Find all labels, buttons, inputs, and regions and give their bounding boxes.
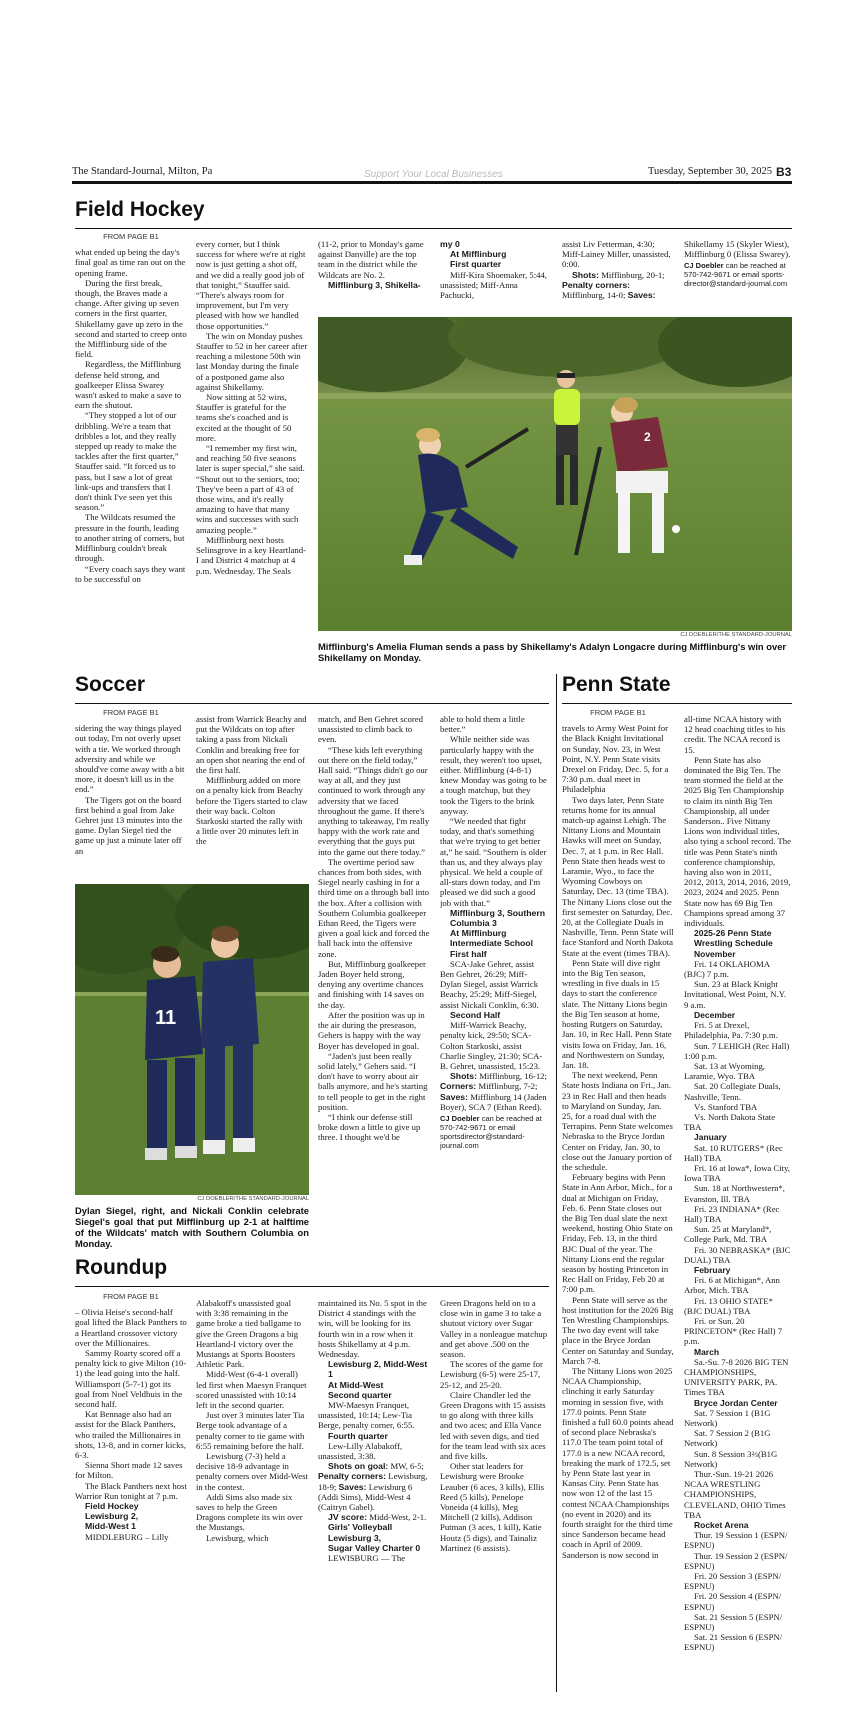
field-hockey-col-1 — [75, 232, 187, 668]
schedule-month: November — [694, 948, 736, 959]
field-hockey-col-5 — [562, 239, 674, 321]
paragraph: After the position was up in the air during the preseason, Gehers is happy with the way Boyer has developed in goal. — [318, 1009, 425, 1051]
paragraph: “These kids left everything out there on the field today,” Hall said. “Things didn't go our way at all, and they just continued to work through any adversity that we faced throughout the game. If there's anything to takeaway, I'm really happy with the work rate and everything that the guys put into the game out there today.” — [318, 744, 430, 857]
game-result: Girls' Volleyball Lewisburg 3, Sugar Valley Charter 0 — [328, 1522, 421, 1553]
from-page-label: FROM PAGE B1 — [103, 1292, 159, 1301]
schedule-item: Thur. 19 Session 1 (ESPN/ ESPNU) — [684, 1530, 788, 1551]
shots-label: Shots: — [450, 1071, 478, 1082]
scoring-summary: Miff-Warrick Beachy, penalty kick, 29:50; SCA-Colton Starkoski, assist Charlie Singley, 21:30; SCA-B. Gehret, unassisted, 15:23. — [440, 1020, 543, 1071]
field-hockey-photo-illustration — [318, 317, 792, 631]
schedule-month: January — [694, 1132, 727, 1143]
corners-value: Mifflinburg, 7-2; — [478, 1081, 538, 1092]
soccer-col-3 — [318, 714, 430, 1242]
paragraph: Mifflinburg next hosts Selinsgrove in a key Heartland-I and District 4 matchup at 4 p.m. Wednesday. The Seals — [196, 534, 307, 576]
schedule-item: Fri. 5 at Drexel, Philadelphia, Pa. 7:30 p.m. — [684, 1020, 778, 1041]
paragraph: While neither side was particularly happy with the result, they weren't too upset, either. Mifflinburg (4-8-1) knew Monday was going to be a tough matchup, but they took the Tigers to the brink anyway. — [440, 734, 547, 816]
paragraph: – Olivia Heise's second-half goal lifted the Black Panthers to a Heartland crossover victory over the Millionaires. — [75, 1307, 187, 1348]
corners-label: Corners: — [440, 1081, 477, 1092]
field-hockey-photo — [318, 317, 792, 631]
paragraph: During the first break, though, the Braves made a change. After giving up seven corners in the first quarter, Shikellamy gave up zero in the second and started to creep onto the Mifflinburg side of the field. — [75, 277, 187, 360]
paragraph: what ended up being the day's final goal as time ran out on the opening frame. — [75, 247, 186, 278]
jv-line — [318, 1512, 430, 1522]
svg-text:2: 2 — [644, 430, 651, 444]
scoring-summary: SCA-Jake Gehret, assist Ben Gehret, 26:29; Miff-Dylan Siegel, assist Warrick Beachy, 25:29; Miff-Siegel, assist Nickali Conklin, 6:30. — [440, 958, 539, 1010]
paragraph: maintained its No. 5 spot in the District 4 standings with the win, will be looking for its fourth win in a row when it hosts Shikellamy at 4 p.m. Wednesday. — [318, 1298, 427, 1360]
field-hockey-col-3 — [318, 239, 430, 321]
corners-label: Penalty corners: — [318, 1471, 387, 1482]
paragraph: The Nittany Lions won 2025 NCAA Championship, clinching it early Saturday morning in session five, with 177.0 points. Penn State finished a full 60.0 points ahead of second place Nebraska's 117.0 The team point total of 177.0 is a new NCAA record, breaking the mark of 172.5, set by Penn State last year in Kansas City. Penn State has now won 12 of the last 15 contest NCAA Championships (no event in 2020) and its fourth straight for the third time since Sanderson became head coach in April of 2009. Sanderson is now second in — [562, 1366, 674, 1560]
author-note — [440, 1114, 548, 1150]
paragraph: Now sitting at 52 wins, Stauffer is grateful for the teams she's coached and is excited at the thought of 50 more. — [196, 392, 292, 443]
author-contact: can be reached at 570-742-9671 or email sportsdirector@standard-journal.com — [440, 1113, 542, 1150]
schedule-item: Thur.-Sun. 19-21 2026 NCAA WRESTLING CHAMPIONSHIPS, CLEVELAND, OHIO Times TBA — [684, 1469, 786, 1520]
author-name: CJ Doebler — [684, 261, 724, 271]
photo-caption: Mifflinburg's Amelia Fluman sends a pass by Shikellamy's Adalyn Longacre during Mifflinburg's win over Shikellamy on Monday. — [318, 641, 787, 663]
photo-caption: Dylan Siegel, right, and Nickali Conklin celebrate Siegel's goal that put Mifflinburg up 2-1 at halftime of the Wildcats' match with Southern Columbia on Monday. — [75, 1205, 309, 1249]
period-label: First quarter — [450, 259, 502, 270]
game-result: Lewisburg 2, Midd-West 1 — [328, 1359, 428, 1380]
photo-credit: CJ DOEBLER/THE STANDARD-JOURNAL — [197, 1196, 309, 1202]
paragraph: Penn State will dive right into the Big Ten season, wrestling in five duals in 15 days to start the conference slate. The Nittany Lions begin the Big Ten season at home, hosting Rutgers on Saturday, Jan. 10, in Rec Hall. Penn State visits Iowa on Friday, Jan. 16, and Northwestern on Sunday, Jan. 18. — [562, 957, 672, 1070]
field-hockey-col-2 — [196, 239, 308, 668]
period-label: First half — [450, 948, 487, 959]
game-result: Field Hockey Lewisburg 2, Midd-West 1 — [85, 1501, 139, 1532]
svg-text:11: 11 — [155, 1007, 177, 1029]
venue: At Mifflinburg — [450, 249, 507, 260]
period-label: Second Half — [450, 1009, 501, 1020]
schedule-item: Fri. 23 INDIANA* (Rec Hall) TBA — [684, 1203, 780, 1224]
saves-detail: Shikellamy 15 (Skyler Wiest), Mifflinburg 0 (Elissa Swarey). — [684, 239, 791, 260]
roundup-col-4 — [440, 1298, 548, 1692]
soccer-col-4 — [440, 714, 548, 1242]
field-hockey-heading: Field Hockey — [75, 198, 205, 221]
corners-value: Mifflinburg, 14-0; — [562, 290, 626, 301]
penn-state-heading: Penn State — [562, 673, 671, 696]
paragraph: Midd-West (6-4-1 overall) led first when Maesyn Franquet scored unassisted with 10:14 left in the second quarter. — [196, 1369, 307, 1411]
paragraph: Claire Chandler led the Green Dragons with 15 assists to go along with three kills and two aces; and Ella Vance led with seven digs, and tied for the team lead with six aces and five kills. — [440, 1389, 546, 1462]
schedule-item: Vs. Stanford TBA — [694, 1101, 758, 1112]
newspaper-name: The Standard-Journal, Milton, Pa — [72, 166, 213, 177]
venue: At Midd-West — [328, 1379, 384, 1390]
schedule-item: Sat. 21 Session 5 (ESPN/ ESPNU) — [684, 1611, 783, 1633]
jv-label: JV score: — [328, 1512, 368, 1523]
schedule-item: Sat. 10 RUTGERS* (Rec Hall) TBA — [684, 1142, 783, 1163]
paragraph: The next weekend, Penn State hosts Indiana on Fri., Jan. 23 in Rec Hall and then heads to Maryland on Sunday, Jan. 25, for a road dual with the Terrapins. Penn State welcomes Nebraska to the Bryce Jordan Center on Friday, Jan. 30, to close out the January portion of the schedule. — [562, 1070, 673, 1172]
schedule-item: Sun. 8 Session 3⅔(B1G Network) — [684, 1448, 778, 1469]
paragraph: Regardless, the Mifflinburg defense held strong, and goalkeeper Elissa Swarey wasn't asked to make a save to earn the shutout. — [75, 359, 182, 411]
paragraph: Penn State will serve as the host institution for the 2026 Big Ten Wrestling Championships. The two day event will take place in the Bryce Jordan Center on Saturday and Sunday, March 7-8. — [562, 1294, 674, 1366]
page-number: B3 — [776, 165, 792, 179]
period-label: Second quarter — [328, 1389, 392, 1400]
paragraph: Other stat leaders for Lewisburg were Brooke Leauber (6 aces, 3 kills), Ellis Reed (5 kills), Penelope Voneida (4 kills), Meg Mitchell (2 kills), Addison Putman (3 aces, 1 kill), Katie Houtz (5 digs), and Tainaliz Martinez (6 assists). — [440, 1461, 544, 1553]
paragraph: Addi Sims also made six saves to help the Green Dragons complete its win over the Mustangs. — [196, 1491, 303, 1533]
paragraph: The Black Panthers next host Warrior Run tonight at 7 p.m. — [75, 1480, 187, 1501]
paragraph: “We needed that fight today, and that's something that we're trying to get better at,” he said. “Southern is older than us, and they always play physical. We held a couple of all-stars down today, and I'm pleased we did such a good job with that.” — [440, 816, 547, 908]
stats-line — [440, 1071, 548, 1112]
schedule-item: Fri. 13 OHIO STATE* (BJC DUAL) TBA — [684, 1295, 773, 1316]
from-page-label: FROM PAGE B1 — [103, 232, 159, 241]
schedule-item: Sat. 7 Session 1 (B1G Network) — [684, 1407, 771, 1429]
roundup-col-3 — [318, 1298, 430, 1692]
scoring-summary: Lew-Lilly Alabakoff, unassisted, 3:38. — [318, 1440, 403, 1462]
schedule-month: December — [694, 1009, 736, 1020]
roundup-col-2 — [196, 1298, 308, 1692]
author-note — [684, 261, 792, 288]
schedule-item: Sun. 18 at Northwestern*, Evanston, Ill. TBA — [684, 1183, 785, 1204]
scoring-summary: Miff-Kira Shoemaker, 5:44, unassisted; Miff-Anna Pachucki, — [440, 269, 547, 301]
paragraph: Two days later, Penn State returns home for its annual match-up against Lehigh. The Nittany Lions and Mountain Hawks will meet on Sunday, Dec. 7, at 1 p.m. in Rec Hall. Penn State then heads west to Laramie, Wyo., to face the Wyoming Cowboys on Saturday, Dec. 13 (time TBA). The Nittany Lions close out the first semester on Saturday, Dec. 20, at the Collegiate Duals in Nashville, Tenn. Penn State will face Stanford and North Dakota State at the event (times TBA). — [562, 794, 674, 958]
schedule-item: Sun. 23 at Black Knight Invitational, West Point, N.Y. 9 a.m. — [684, 979, 787, 1010]
shots-value: MW, 6-5; — [390, 1461, 424, 1472]
schedule-item: Fri. 6 at Michigan*, Ann Arbor, Mich. TBA — [684, 1275, 780, 1296]
paragraph: MIDDLEBURG – Lilly — [85, 1531, 169, 1542]
stats-line — [318, 1461, 430, 1512]
saves-label: Saves: — [338, 1481, 367, 1492]
paragraph: February begins with Penn State in Ann Arbor, Mich., for a dual at Michigan on Friday, Feb. 6. Penn State closes out the Big Ten dual slate the next weekend, hosting Ohio State on Friday, Feb. 13, in the third BJC Dual of the year. The Nittany Lions end the regular season by hosting Princeton in Rec Hall on Friday, Feb 20 at 7:00 p.m. — [562, 1172, 673, 1295]
paragraph: Kat Bennage also had an assist for the Black Panthers, who trailed the Millionaires in shots, 13-8, and in corner kicks, 6-3. — [75, 1409, 186, 1461]
paragraph: “I think our defense still broke down a little to give up three. I thought we'd be — [318, 1111, 421, 1143]
soccer-photo — [75, 884, 309, 1195]
schedule-list — [684, 949, 792, 1653]
paragraph: “Jaden's just been really solid lately,” Gehers said. “I don't have to worry about air balls anymore, and he's starting to tell people to get in the right position. — [318, 1050, 428, 1112]
schedule-item: Sun. 7 LEHIGH (Rec Hall) 1:00 p.m. — [684, 1040, 790, 1061]
saves-value: Lewisburg 6 (Addi Sims), Midd-West 4 (Caitryn Gabel). — [318, 1481, 413, 1513]
paragraph: But, Mifflinburg goalkeeper Jaden Boyer held strong, denying any overtime chances and finishing with 14 saves on the day. — [318, 958, 426, 1010]
shots-label: Shots: — [572, 269, 600, 280]
paragraph: The Tigers got on the board first behind a goal from Jake Gehret just 13 minutes into the game. Dylan Siegel tied the game up just a minute later off an — [75, 794, 183, 856]
paragraph: Sammy Roarty scored off a penalty kick to give Milton (10-1) the lead going into the half. Williamsport (5-7-1) got its goal from Noel Veldhuis in the second half. — [75, 1348, 187, 1410]
from-page-label: FROM PAGE B1 — [590, 708, 646, 717]
paragraph: Lewisburg (7-3) held a decisive 18-9 advantage in penalty corners over Midd-West in the contest. — [196, 1451, 308, 1492]
paragraph: (11-2, prior to Monday's game against Danville) are the top team in the district while the Wildcats are No. 2. — [318, 239, 424, 280]
photo-credit: CJ DOEBLER/THE STANDARD-JOURNAL — [680, 632, 792, 638]
schedule-item: Fri. 20 Session 4 (ESPN/ ESPNU) — [684, 1591, 782, 1612]
field-hockey-rule — [75, 228, 792, 229]
corners-value: Lewisburg, 18-9; — [318, 1471, 428, 1492]
field-hockey-col-6 — [684, 239, 792, 321]
paragraph: travels to Army West Point for the Black Knight Invitational on Sunday, Nov. 23, in West Point, N.Y. Penn State visits Drexel on Friday, Dec. 5, for a 7:30 p.m. dual meet in Philadelphia — [562, 723, 669, 795]
paragraph: LEWISBURG — The — [328, 1553, 406, 1564]
paragraph: Just over 3 minutes later Tia Berge took advantage of a penalty corner to tie game with 6:55 remaining before the half. — [196, 1410, 305, 1451]
schedule-item: Sat. 7 Session 2 (B1G Network) — [684, 1428, 771, 1449]
soccer-heading: Soccer — [75, 673, 146, 696]
schedule-title: 2025-26 Penn State Wrestling Schedule — [694, 928, 773, 949]
paragraph: all-time NCAA history with 12 head coaching titles to his credit. The NCAA record is 15. — [684, 714, 786, 755]
schedule-item: Sat. 21 Session 6 (ESPN/ ESPNU) — [684, 1632, 783, 1653]
schedule-item: Fri. 30 NEBRASKA* (BJC DUAL) TBA — [684, 1244, 791, 1265]
paragraph: every corner, but I think success for where we're at right now is just getting a shot off, and we did a really good job of that tonight,” Stauffer said. “There's always room for improvement, but I'm very pleased with how we handled those opportunities.” — [196, 239, 306, 331]
paragraph: Lewisburg, which — [206, 1532, 269, 1543]
soccer-photo-illustration — [75, 884, 309, 1195]
jv-value: Midd-West, 2-1. — [369, 1512, 427, 1523]
schedule-item: Sa.-Su. 7-8 2026 BIG TEN CHAMPIONSHIPS, UNIVERSITY PARK, PA. Times TBA — [684, 1356, 789, 1398]
schedule-item: Sat. 13 at Wyoming, Laramie, Wyo. TBA — [684, 1060, 765, 1082]
schedule-item: Sat. 20 Collegiate Duals, Nashville, Tenn. — [684, 1081, 781, 1102]
penn-state-rule — [562, 703, 792, 704]
paragraph: “They stopped a lot of our dribbling. We're a team that dribbles a lot, and they really stepped up ready to make the tackles after the first quarter,” Stauffer said. “It forced us to pass, but I saw a lot of great link-ups and transfers that I don't think I've seen yet this season.” — [75, 410, 179, 513]
penn-state-col-1 — [562, 708, 674, 1692]
schedule-item: Fri. 14 OKLAHOMA (BJC) 7 p.m. — [684, 958, 770, 980]
game-result: Mifflinburg 3, Southern Columbia 3 — [450, 907, 546, 929]
paragraph: able to hold them a little better.” — [440, 714, 525, 735]
soccer-rule — [75, 703, 549, 704]
game-result: my 0 — [440, 239, 460, 249]
scoring-summary: MW-Maesyn Franquet, unassisted, 10:14; Lew-Tia Berge, penalty corner, 6:55. — [318, 1400, 415, 1431]
paragraph: “I remember my first win, and reaching 50 five seasons later is super special,” she said. “Shout out to the seniors, too; They've been a part of 43 of those wins, and it's really amazing to have that many wins and successes with such amazing people.” — [196, 443, 305, 535]
paragraph: match, and Ben Gehret scored unassisted to climb back to even. — [318, 714, 423, 745]
field-hockey-col-4 — [440, 239, 552, 321]
venue: At Mifflinburg Intermediate School — [450, 928, 534, 949]
schedule-item: Fri. 16 at Iowa*, Iowa City, Iowa TBA — [684, 1162, 790, 1184]
paragraph: Mifflinburg added on more on a penalty kick from Beachy before the Tigers started to claw their way back. Colton Starkoski started the rally with a little over 20 minutes left in the — [196, 775, 308, 847]
paragraph: assist from Warrick Beachy and put the Wildcats on top after taking a pass from Nickali Conklin and breaking free for an open shot nearing the end of the first half. — [196, 714, 307, 776]
paragraph: Penn State has also dominated the Big Ten. The team stormed the field at the 2025 Big Ten Championship to claim its ninth Big Ten Championship, all under Sanderson.. Five Nittany Lions won individual titles, also tying a school record. The title was Penn State's ninth conference championship, having also won in 2011, 2012, 2013, 2014, 2016, 2019, 2023, 2024 and 2025. Penn State now has 69 Big Ten Champions spread among 37 individuals. — [684, 754, 791, 929]
issue-date: Tuesday, September 30, 2025 — [648, 166, 773, 177]
schedule-month: February — [694, 1264, 731, 1275]
saves-label: Saves: — [440, 1091, 469, 1102]
soccer-col-1 — [75, 708, 187, 880]
paragraph: The win on Monday pushes Stauffer to 52 in her career after reaching a milestone 50th win last Monday during the finale of a postponed game also against Shikellamy. — [196, 330, 308, 392]
corners-label: Penalty corners: — [562, 279, 631, 290]
paragraph: sidering the way things played out today, I'm not overly upset with a tie. We worked through adversity and while we should've come away with a bit more, it doesn't kill us in the end.” — [75, 723, 185, 795]
schedule-item: Fri. or Sun. 20 PRINCETON* (Rec Hall) 7 p.m. — [684, 1315, 783, 1347]
slogan: Support Your Local Businesses — [364, 169, 503, 180]
roundup-col-1 — [75, 1292, 187, 1692]
soccer-col-2 — [196, 714, 308, 880]
schedule-item: Fri. 20 Session 3 (ESPN/ ESPNU) — [684, 1571, 782, 1592]
paragraph: The overtime period saw chances from both sides, with Siegel nearly cashing in for a third time on a through ball into the box. After a collision with Southern Columbia goalkeeper Ethan Reed, the Tigers were given a goal kick and forced the ball back into the offensive zone. — [318, 856, 430, 959]
column-divider — [556, 674, 557, 1692]
shots-label: Shots on goal: — [328, 1461, 389, 1472]
penn-state-col-2 — [684, 714, 792, 1692]
schedule-item: Thur. 19 Session 2 (ESPN/ ESPNU) — [684, 1550, 788, 1571]
paragraph: The scores of the game for Lewisburg (6-5) were 25-17, 25-12, and 25-20. — [440, 1359, 543, 1390]
roundup-rule — [75, 1286, 549, 1287]
schedule-month: Bryce Jordan Center — [694, 1397, 778, 1408]
paragraph: “Every coach says they want to be successful on — [75, 563, 186, 584]
from-page-label: FROM PAGE B1 — [103, 708, 159, 717]
saves-label: Saves: — [627, 290, 656, 301]
saves-value: Mifflinburg 14 (Jaden Boyer), SCA 7 (Ethan Reed). — [440, 1091, 547, 1112]
schedule-item: Vs. North Dakota State TBA — [684, 1111, 776, 1133]
paragraph: Sienna Short made 12 saves for Milton. — [75, 1460, 183, 1481]
scoring-summary: assist Liv Fetterman, 4:30; Miff-Lainey Miller, unassisted, 0:00. — [562, 239, 671, 270]
period-label: Fourth quarter — [328, 1430, 388, 1441]
stats-line — [562, 270, 674, 301]
schedule-month: Rocket Arena — [694, 1520, 749, 1531]
paragraph: The Wildcats resumed the pressure in the fourth, leading to another string of corners, but Mifflinburg couldn't break through. — [75, 512, 185, 564]
paragraph: Green Dragons held on to a close win in game 3 to take a shutout victory over Sugar Valley in a nonleague matchup and get above .500 on the season. — [440, 1298, 548, 1360]
schedule-month: March — [694, 1346, 720, 1357]
shots-value: Mifflinburg, 20-1; — [601, 269, 665, 280]
game-result: Mifflinburg 3, Shikella- — [328, 279, 421, 290]
author-contact: can be reached at 570-742-9671 or email sports-director@standard-journal.com — [684, 261, 788, 289]
roundup-heading: Roundup — [75, 1256, 168, 1279]
shots-value: Mifflinburg, 16-12; — [479, 1071, 547, 1082]
schedule-item: Sun. 25 at Maryland*, College Park, Md. TBA — [684, 1224, 772, 1245]
header-rule — [72, 181, 792, 184]
author-name: CJ Doebler — [440, 1113, 480, 1123]
paragraph: Alabakoff's unassisted goal with 3:38 remaining in the game broke a tied ballgame to give the Green Dragons a big Heartland-I victory over the Mustangs at Sports Boosters Athletic Park. — [196, 1298, 301, 1370]
